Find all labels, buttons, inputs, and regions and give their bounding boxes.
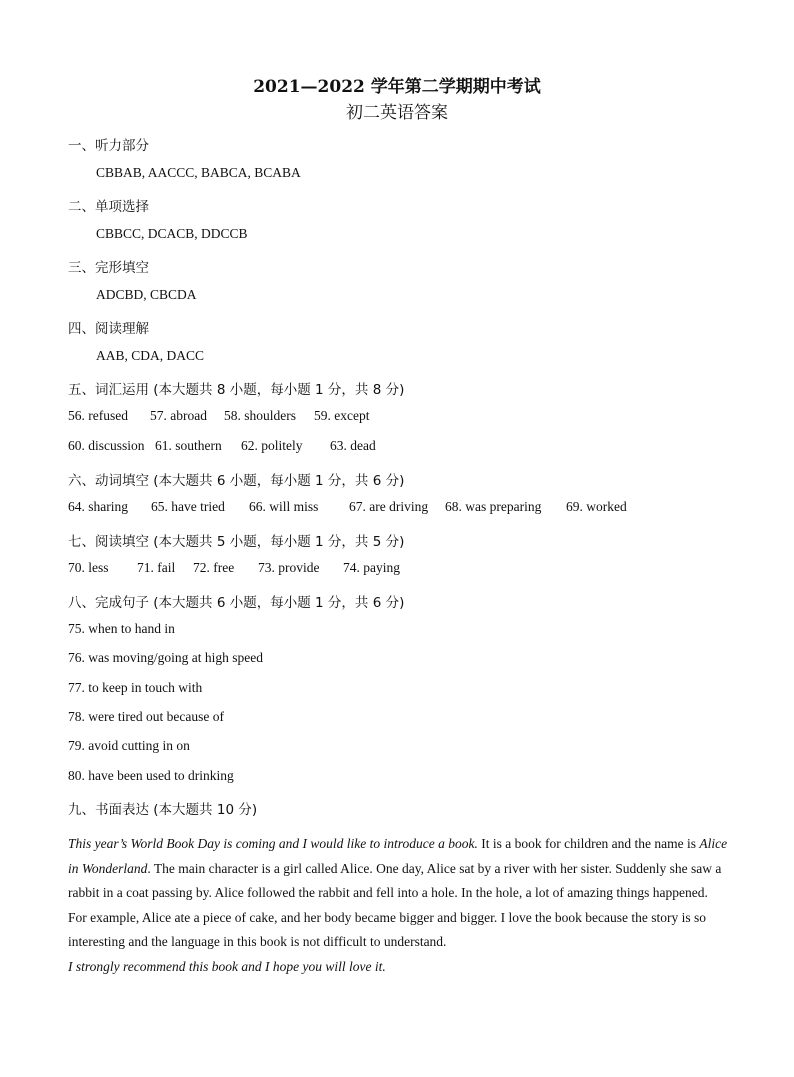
section-8-item: 78. were tired out because of — [68, 709, 224, 724]
section-8-item: 79. avoid cutting in on — [68, 738, 190, 753]
section-5-row-1 — [68, 408, 369, 424]
answer-item: 66. will miss — [249, 499, 319, 514]
essay-text-a: It is a book for children and the name is — [477, 836, 700, 851]
section-7-heading: 七、阅读填空 (本大题共 5 小题，每小题 1 分，共 5 分) — [68, 534, 405, 550]
section-4-answers: AAB, CDA, DACC — [96, 348, 205, 363]
section-7-row-1 — [68, 560, 400, 576]
essay-closing: I strongly recommend this book and I hope you will love it. — [68, 958, 386, 974]
answer-item: 72. free — [193, 560, 235, 575]
essay-text-b: . The main character is a girl called Alice. One day, Alice sat by a river with her sister. Suddenly she saw a rabbit in a coat passing by. Alice followed the rabbit and fell into a hole. In the hole, a lot of amazing things happened. For example, Alice ate a piece of cake, and her body became bigger and bigger. I love the book because the story is so interesting and the language in this book is not difficult to understand. — [68, 860, 722, 949]
section-8-heading: 八、完成句子 (本大题共 6 小题，每小题 1 分，共 6 分) — [68, 595, 405, 611]
section-5-heading: 五、词汇运用 (本大题共 8 小题，每小题 1 分，共 8 分) — [68, 382, 405, 398]
answer-item: 73. provide — [258, 560, 320, 575]
answer-item: 62. politely — [241, 438, 303, 453]
answer-item: 65. have tried — [151, 499, 225, 514]
section-8-item: 75. when to hand in — [68, 621, 175, 636]
section-3-answers: ADCBD, CBCDA — [96, 287, 197, 302]
section-5-row-2 — [68, 438, 376, 454]
answer-item: 70. less — [68, 560, 109, 575]
essay-paragraph — [68, 832, 728, 955]
section-1-answers: CBBAB, AACCC, BABCA, BCABA — [96, 165, 301, 180]
section-2-heading: 二、单项选择 — [68, 199, 149, 215]
section-6-heading: 六、动词填空 (本大题共 6 小题，每小题 1 分，共 6 分) — [68, 473, 405, 489]
section-6-row-1 — [68, 499, 627, 515]
section-3-heading: 三、完形填空 — [68, 260, 149, 276]
answer-item: 64. sharing — [68, 499, 128, 514]
answer-item: 63. dead — [330, 438, 376, 453]
answer-item: 61. southern — [155, 438, 222, 453]
answer-item: 68. was preparing — [445, 499, 542, 514]
section-4-heading: 四、阅读理解 — [68, 321, 149, 337]
section-1-heading: 一、听力部分 — [68, 138, 149, 154]
page-title: 2021—2022 学年第二学期期中考试 — [253, 77, 541, 97]
essay-closing-paragraph — [68, 955, 728, 980]
section-2-answers: CBBCC, DCACB, DDCCB — [96, 226, 248, 241]
answer-item: 60. discussion — [68, 438, 145, 453]
answer-item: 59. except — [314, 408, 370, 423]
answer-item: 67. are driving — [349, 499, 429, 514]
essay-book-title: Alice in Wonderland — [68, 836, 728, 876]
page-subtitle: 初二英语答案 — [346, 103, 448, 123]
section-8-item: 77. to keep in touch with — [68, 680, 203, 695]
section-9-heading: 九、书面表达 (本大题共 10 分) — [68, 802, 258, 818]
writing-sample — [68, 832, 728, 979]
answer-item: 74. paying — [343, 560, 400, 575]
answer-item: 57. abroad — [150, 408, 207, 423]
essay-intro: This year’s World Book Day is coming and I would like to introduce a book. — [68, 836, 478, 851]
answer-item: 56. refused — [68, 408, 128, 423]
section-8-item: 76. was moving/going at high speed — [68, 650, 263, 665]
answer-item: 69. worked — [566, 499, 627, 514]
answer-item: 71. fail — [137, 560, 176, 575]
answer-item: 58. shoulders — [224, 408, 296, 423]
section-8-item: 80. have been used to drinking — [68, 768, 234, 783]
